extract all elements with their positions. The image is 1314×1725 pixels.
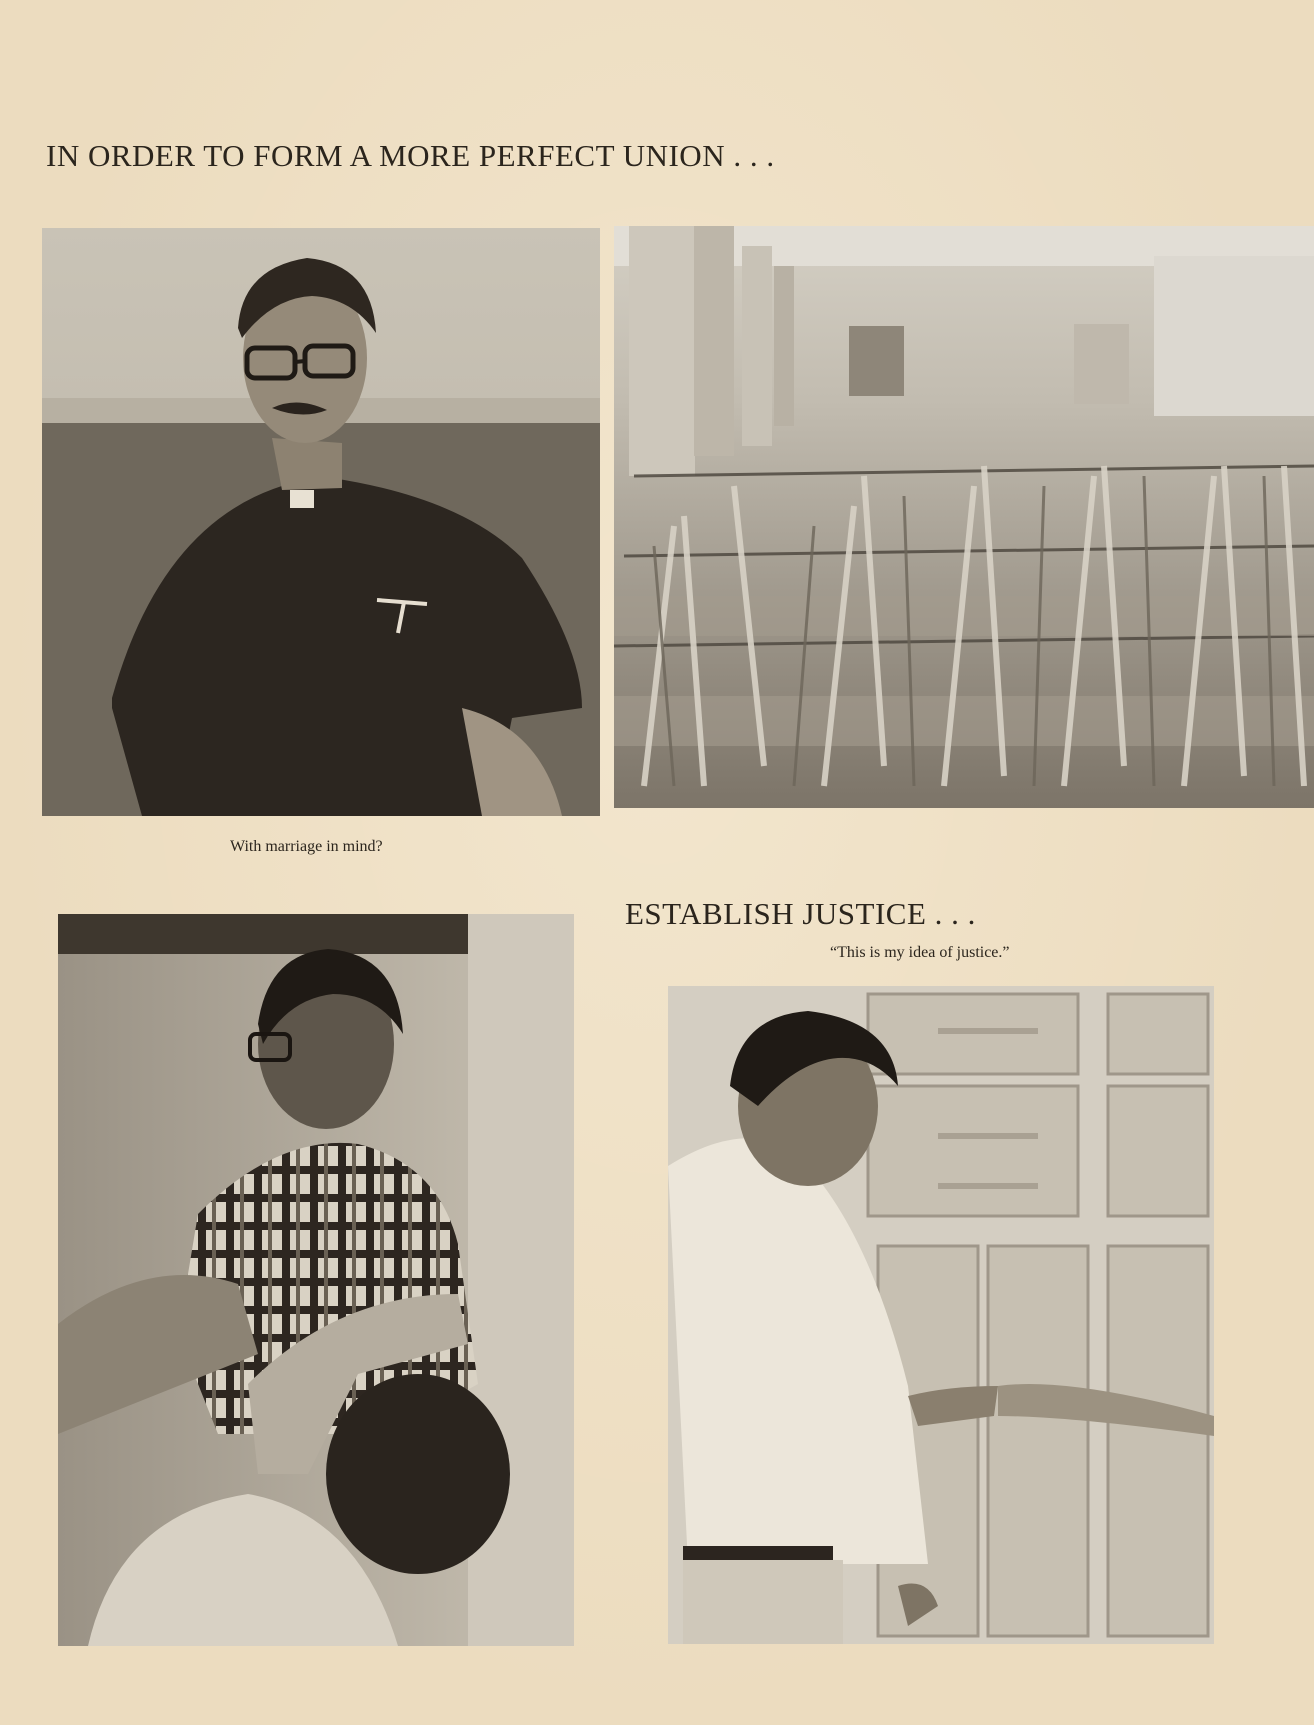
photo-stacked-chairs — [614, 226, 1314, 808]
section-heading-union: IN ORDER TO FORM A MORE PERFECT UNION . . . — [46, 138, 775, 173]
photo-teacher-plaid-shirt — [58, 914, 574, 1646]
caption-justice: “This is my idea of justice.” — [830, 944, 1010, 961]
photo-priest-portrait — [42, 228, 600, 816]
photo-lockers-key-handoff — [668, 986, 1214, 1644]
caption-marriage: With marriage in mind? — [230, 838, 383, 855]
section-heading-justice: ESTABLISH JUSTICE . . . — [625, 896, 976, 931]
